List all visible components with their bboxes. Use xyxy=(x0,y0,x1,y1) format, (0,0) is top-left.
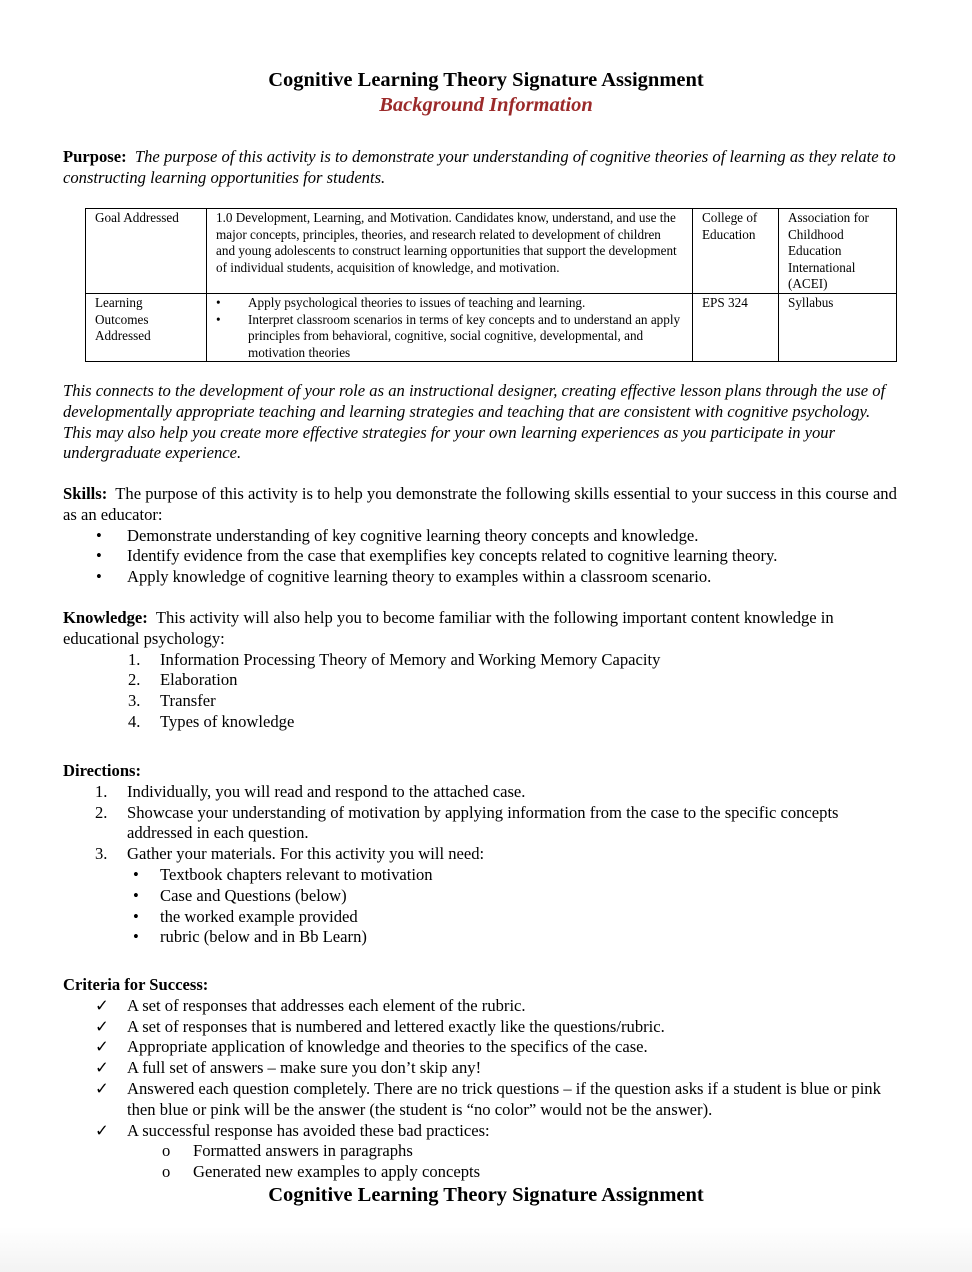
purpose-section xyxy=(63,147,906,189)
list-item xyxy=(95,1016,906,1038)
connects-paragraph: This connects to the development of your role as an instructional designer, creating effective lesson plans through the use of developmentally appropriate teaching and learning strategies and teaching that are consistent with cognitive psychology. This may also help you create more effective strategies for your own learning experiences as you participate in your undergraduate experience. xyxy=(63,381,886,463)
table-cell: College of Education xyxy=(693,209,779,294)
purpose-label: Purpose: xyxy=(63,147,127,166)
knowledge-text: This activity will also help you to become familiar with the following important content knowledge in educational psychology: xyxy=(63,608,834,648)
list-item: • the worked example provided xyxy=(133,906,358,926)
knowledge-section xyxy=(63,608,906,733)
list-item: 2. Elaboration xyxy=(128,670,238,690)
purpose-text: The purpose of this activity is to demonstrate your understanding of cognitive theories of learning as they relate to constructing learning opportunities for students. xyxy=(63,147,896,187)
footer-title: Cognitive Learning Theory Signature Assignment xyxy=(268,1184,704,1206)
table-cell: 1.0 Development, Learning, and Motivation. Candidates know, understand, and use the major concepts, principles, theories, and research related to development of children and young adolescents to construct learning opportunities that support the development of individual students, acquisition of knowledge, and motivation. xyxy=(207,209,693,294)
list-item: 1. Individually, you will read and respond to the attached case. xyxy=(95,781,526,801)
list-item-text: Generated new examples to apply concepts xyxy=(193,1162,481,1182)
list-item-text: Formatted answers in paragraphs xyxy=(193,1141,413,1161)
list-item-text: Interpret classroom scenarios in terms of key concepts and to understand an apply principles from behavioral, cognitive, social cognitive, developmental, and motivation theories xyxy=(248,311,681,360)
criteria-section xyxy=(63,975,906,1183)
table-row xyxy=(86,293,897,361)
goals-table xyxy=(85,208,897,362)
list-item: 3. Transfer xyxy=(128,691,216,711)
list-item-text: the worked example provided xyxy=(160,906,358,926)
list-item xyxy=(95,1037,906,1058)
checkmark-icon: ✓ xyxy=(95,1016,109,1036)
list-item-text: Apply psychological theories to issues of teaching and learning. xyxy=(248,294,586,310)
directions-label: Directions: xyxy=(63,761,142,780)
checkmark-icon: ✓ xyxy=(95,1037,109,1057)
criteria-label: Criteria for Success: xyxy=(63,975,209,994)
list-item: o Generated new examples to apply concepts xyxy=(162,1162,481,1182)
knowledge-label: Knowledge: xyxy=(63,608,148,627)
list-item-text: Demonstrate understanding of key cognitive learning theory concepts and knowledge. xyxy=(127,525,699,545)
skills-label: Skills: xyxy=(63,484,108,503)
list-item: 1. Information Processing Theory of Memory and Working Memory Capacity xyxy=(128,649,661,669)
skills-section xyxy=(63,484,906,588)
table-cell: Goal Addressed xyxy=(86,209,207,294)
directions-section xyxy=(63,761,906,948)
list-item-text: Gather your materials. For this activity you will need: xyxy=(127,844,485,864)
list-item-text: Identify evidence from the case that exemplifies key concepts related to cognitive learning theory. xyxy=(127,546,778,566)
list-item: 4. Types of knowledge xyxy=(128,711,295,731)
list-item-text: Textbook chapters relevant to motivation xyxy=(160,864,433,884)
list-item-text: A successful response has avoided these bad practices: xyxy=(127,1120,490,1140)
list-item: • Textbook chapters relevant to motivation xyxy=(133,864,433,884)
list-item: 2. Showcase your understanding of motivation by applying information from the case to the specific concepts addressed in each question. xyxy=(95,802,839,843)
checkmark-icon: ✓ xyxy=(95,1120,109,1140)
list-item-text: A full set of answers – make sure you don’t skip any! xyxy=(127,1058,482,1078)
list-item: • Apply knowledge of cognitive learning theory to examples within a classroom scenario. xyxy=(96,567,712,587)
list-item-text: Case and Questions (below) xyxy=(160,885,347,905)
checkmark-icon: ✓ xyxy=(95,1078,109,1098)
list-item: • rubric (below and in Bb Learn) xyxy=(133,927,367,947)
list-item-text: Individually, you will read and respond to the attached case. xyxy=(127,781,526,801)
table-cell: Syllabus xyxy=(779,293,897,361)
list-item-text: Apply knowledge of cognitive learning theory to examples within a classroom scenario. xyxy=(127,567,712,587)
list-item-text: Information Processing Theory of Memory and Working Memory Capacity xyxy=(160,649,661,669)
table-cell: EPS 324 xyxy=(693,293,779,361)
list-item-text: A set of responses that addresses each element of the rubric. xyxy=(127,995,526,1015)
list-item: • Identify evidence from the case that exemplifies key concepts related to cognitive learning theory. xyxy=(96,546,778,566)
list-item xyxy=(95,995,906,1017)
list-item-text: Elaboration xyxy=(160,670,238,690)
checkmark-icon: ✓ xyxy=(95,995,109,1015)
list-item-text: rubric (below and in Bb Learn) xyxy=(160,927,367,947)
list-item xyxy=(95,1078,906,1121)
checkmark-icon: ✓ xyxy=(95,1058,109,1078)
table-row xyxy=(86,209,897,294)
list-item: • Case and Questions (below) xyxy=(133,885,347,905)
table-cell: Learning Outcomes Addressed xyxy=(86,293,207,361)
list-item xyxy=(95,1058,906,1079)
skills-text: The purpose of this activity is to help you demonstrate the following skills essential to your success in this course and as an educator: xyxy=(63,484,897,524)
list-item xyxy=(95,1120,906,1183)
table-cell xyxy=(207,293,693,361)
list-item: • Interpret classroom scenarios in terms of key concepts and to understand an apply principles from behavioral, cognitive, social cognitive, developmental, and motivation theories xyxy=(216,311,681,360)
list-item: 3. Gather your materials. For this activity you will need: • Textbook chapters relevant to motivation • Case and Questions (below) • the worked example provided • rubric (below and in Bb Learn) xyxy=(127,844,906,948)
list-item: o Formatted answers in paragraphs xyxy=(162,1141,413,1161)
document-title: Cognitive Learning Theory Signature Assignment xyxy=(268,69,704,91)
list-item-text: A set of responses that is numbered and lettered exactly like the questions/rubric. xyxy=(127,1016,665,1036)
list-item-text: Types of knowledge xyxy=(160,711,295,731)
list-item-text: Appropriate application of knowledge and theories to the specifics of the case. xyxy=(127,1037,648,1057)
list-item-text: Showcase your understanding of motivation by applying information from the case to the specific concepts addressed in each question. xyxy=(127,802,839,843)
list-item-text: Answered each question completely. There are no trick questions – if the question asks if a student is blue or pink then blue or pink will be the answer (the student is “no color” would not be the answer). xyxy=(127,1078,881,1119)
list-item: • Apply psychological theories to issues of teaching and learning. xyxy=(216,294,586,310)
document-subtitle: Background Information xyxy=(379,94,593,116)
list-item-text: Transfer xyxy=(160,691,216,711)
table-cell: Association for Childhood Education International (ACEI) xyxy=(779,209,897,294)
list-item: • Demonstrate understanding of key cognitive learning theory concepts and knowledge. xyxy=(96,525,699,545)
